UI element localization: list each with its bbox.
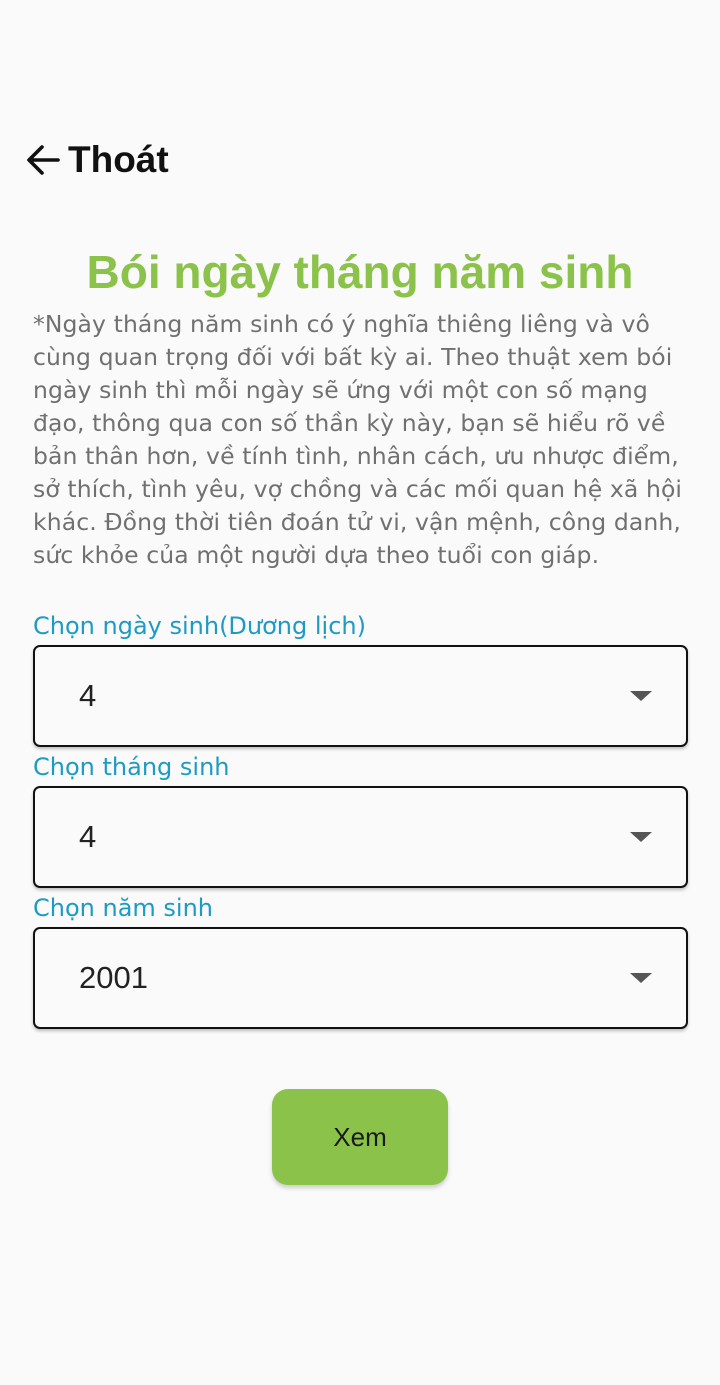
back-button[interactable] bbox=[24, 134, 169, 186]
view-button[interactable]: Xem bbox=[272, 1089, 448, 1185]
day-select[interactable] bbox=[33, 645, 688, 747]
year-field-label: Chọn năm sinh bbox=[33, 894, 214, 922]
description-text: *Ngày tháng năm sinh có ý nghĩa thiêng liêng và vô cùng quan trọng đối với bất kỳ ai. Theo thuật xem bói ngày sinh thì mỗi ngày sẽ ứng với một con số mạng đạo, thông qua con số thần kỳ này, bạn sẽ hiểu rõ về bản thân hơn, về tính tình, nhân cách, ưu nhược điểm, sở thích, tình yêu, vợ chồng và các mối quan hệ xã hội khác. Đồng thời tiên đoán tử vi, vận mệnh, công danh, sức khỏe của một người dựa theo tuổi con giáp. bbox=[33, 310, 683, 569]
dropdown-arrow-icon bbox=[630, 832, 652, 842]
year-select-value: 2001 bbox=[79, 960, 148, 995]
page-title: Bói ngày tháng năm sinh bbox=[86, 246, 634, 298]
day-field-label: Chọn ngày sinh(Dương lịch) bbox=[33, 612, 366, 640]
month-field-label: Chọn tháng sinh bbox=[33, 753, 230, 781]
dropdown-arrow-icon bbox=[630, 973, 652, 983]
arrow-left-icon bbox=[24, 140, 64, 180]
year-select[interactable] bbox=[33, 927, 688, 1029]
month-select[interactable] bbox=[33, 786, 688, 888]
day-select-value: 4 bbox=[79, 678, 97, 713]
back-label: Thoát bbox=[68, 139, 169, 180]
month-select-value: 4 bbox=[79, 819, 97, 854]
dropdown-arrow-icon bbox=[630, 691, 652, 701]
